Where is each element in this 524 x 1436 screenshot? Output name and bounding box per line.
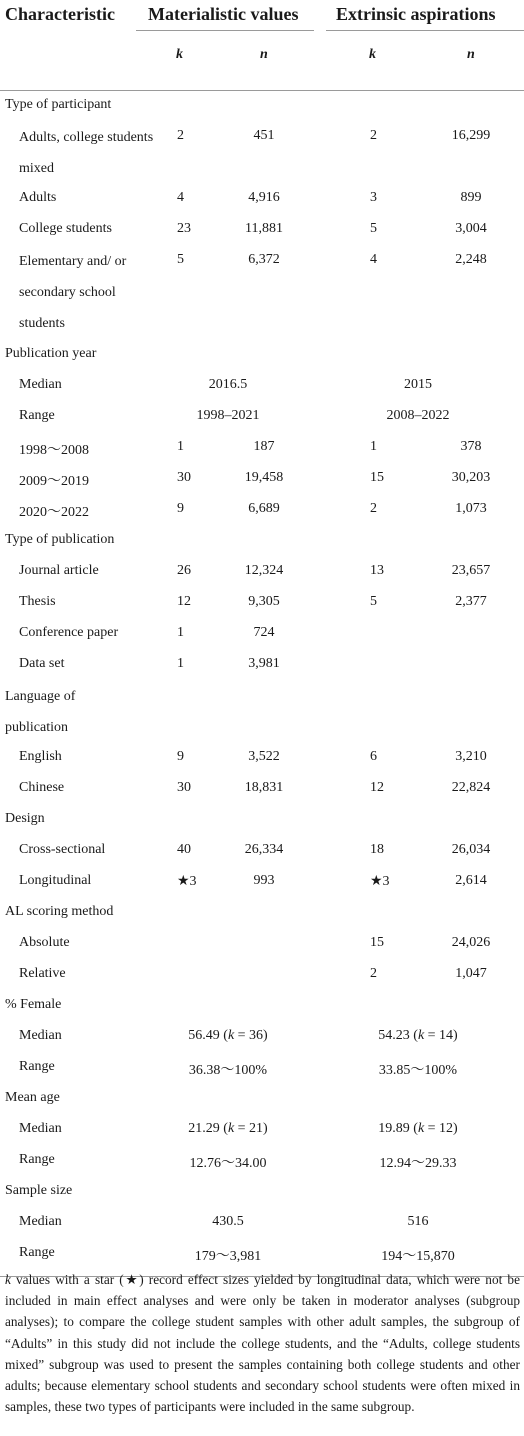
n-materialistic-cell: 26,334	[244, 842, 284, 857]
section-row	[0, 681, 524, 743]
n-materialistic-cell: 9,305	[248, 594, 280, 609]
table-row	[0, 1053, 524, 1084]
k-materialistic-cell: 1	[177, 625, 184, 640]
materialistic-summary-cell: 21.29 (k = 21)	[188, 1121, 268, 1136]
k-materialistic-cell: 23	[177, 221, 191, 236]
k-extrinsic-cell: 6	[370, 749, 377, 764]
row-label: Conference paper	[19, 625, 119, 640]
n-extrinsic-cell: 16,299	[451, 128, 491, 143]
table-row	[0, 1146, 524, 1177]
k-extrinsic-cell: 18	[370, 842, 384, 857]
n-materialistic-cell: 3,981	[248, 656, 280, 671]
row-label: Absolute	[19, 935, 70, 950]
table-row	[0, 184, 524, 215]
subheader-row	[0, 32, 524, 91]
k-materialistic-cell: 9	[177, 749, 184, 764]
n-extrinsic-cell: 26,034	[451, 842, 491, 857]
extrinsic-summary-cell: 2008–2022	[386, 408, 450, 423]
row-label: 1998～2008	[19, 443, 89, 458]
table-row	[0, 1022, 524, 1053]
row-label: Median	[19, 1121, 62, 1136]
materialistic-summary-cell: 56.49 (k = 36)	[188, 1028, 268, 1043]
n-extrinsic-cell: 2,614	[455, 873, 487, 888]
subheader-n-materialistic: n	[260, 47, 268, 62]
section-row	[0, 898, 524, 929]
k-extrinsic-cell: ★3	[370, 874, 390, 889]
n-extrinsic-cell: 3,210	[455, 749, 487, 764]
table-row	[0, 960, 524, 991]
n-extrinsic-cell: 30,203	[451, 470, 491, 485]
table-row	[0, 588, 524, 619]
k-materialistic-cell: 1	[177, 439, 184, 454]
k-extrinsic-cell: 5	[370, 594, 377, 609]
materialistic-summary-cell: 2016.5	[208, 377, 248, 392]
row-label: Data set	[19, 656, 65, 671]
row-label: College students	[19, 221, 112, 236]
k-extrinsic-cell: 5	[370, 221, 377, 236]
section-label: AL scoring method	[5, 904, 114, 919]
section-row	[0, 991, 524, 1022]
table-row	[0, 1208, 524, 1239]
k-extrinsic-cell: 2	[370, 966, 377, 981]
row-label: 2020～2022	[19, 505, 89, 520]
extrinsic-summary-cell: 2015	[404, 377, 432, 392]
k-materialistic-cell: 12	[177, 594, 191, 609]
table-row	[0, 402, 524, 433]
table-row	[0, 215, 524, 246]
row-label: Chinese	[19, 780, 65, 795]
row-label: Cross-sectional	[19, 842, 106, 857]
row-label: English	[19, 749, 62, 764]
row-label: Range	[19, 408, 55, 423]
k-materialistic-cell: 4	[177, 190, 184, 205]
k-extrinsic-cell: 15	[370, 935, 384, 950]
section-row	[0, 526, 524, 557]
k-materialistic-cell: 30	[177, 780, 191, 795]
row-label: Range	[19, 1245, 55, 1260]
section-label: Type of publication	[5, 532, 115, 547]
header-materialistic-values: Materialistic values	[148, 4, 299, 24]
row-label: 2009～2019	[19, 474, 89, 489]
row-label: Relative	[19, 966, 66, 981]
extrinsic-summary-cell: 19.89 (k = 12)	[378, 1121, 458, 1136]
row-label: Journal article	[19, 563, 99, 578]
header-characteristic: Characteristic	[5, 4, 115, 24]
table-row	[0, 433, 524, 464]
n-materialistic-cell: 11,881	[245, 221, 283, 236]
k-extrinsic-cell: 2	[370, 501, 377, 516]
k-extrinsic-cell: 15	[370, 470, 384, 485]
section-label: Design	[5, 811, 45, 826]
k-materialistic-cell: 9	[177, 501, 184, 516]
k-extrinsic-cell: 4	[370, 252, 377, 267]
n-extrinsic-cell: 24,026	[451, 935, 491, 950]
n-extrinsic-cell: 2,248	[455, 252, 487, 267]
n-materialistic-cell: 18,831	[244, 780, 284, 795]
extrinsic-summary-cell: 516	[407, 1214, 429, 1229]
subheader-k-materialistic: k	[176, 47, 183, 62]
k-materialistic-cell: 40	[177, 842, 191, 857]
table-row	[0, 1115, 524, 1146]
row-label: Elementary and/ or secondary school students	[19, 254, 127, 331]
n-extrinsic-cell: 1,047	[455, 966, 487, 981]
section-label: % Female	[5, 997, 62, 1012]
k-materialistic-cell: ★3	[177, 874, 197, 889]
extrinsic-summary-cell: 12.94～29.33	[379, 1156, 457, 1171]
k-extrinsic-cell: 2	[370, 128, 377, 143]
row-label: Median	[19, 377, 62, 392]
subheader-n-extrinsic: n	[467, 47, 475, 62]
table-row	[0, 246, 524, 340]
table-row	[0, 929, 524, 960]
n-materialistic-cell: 3,522	[248, 749, 280, 764]
materialistic-summary-cell: 36.38～100%	[188, 1063, 268, 1078]
n-materialistic-cell: 451	[253, 128, 275, 143]
extrinsic-summary-cell: 194～15,870	[381, 1249, 455, 1264]
n-extrinsic-cell: 378	[460, 439, 482, 454]
table-row	[0, 836, 524, 867]
header-rule-extrinsic	[326, 30, 524, 31]
footnote-k: k	[5, 1272, 11, 1287]
table-body	[0, 91, 524, 1270]
k-materialistic-cell: 1	[177, 656, 184, 671]
table-footnote	[5, 1269, 520, 1417]
n-extrinsic-cell: 23,657	[451, 563, 491, 578]
section-label: Language of publication	[5, 689, 76, 735]
subheader-k-extrinsic: k	[369, 47, 376, 62]
row-label: Thesis	[19, 594, 56, 609]
section-row	[0, 1084, 524, 1115]
n-extrinsic-cell: 899	[460, 190, 482, 205]
materialistic-summary-cell: 12.76～34.00	[189, 1156, 267, 1171]
n-extrinsic-cell: 3,004	[455, 221, 487, 236]
row-label: Adults, college students mixed	[19, 130, 154, 176]
materialistic-summary-cell: 430.5	[212, 1214, 244, 1229]
k-extrinsic-cell: 1	[370, 439, 377, 454]
n-materialistic-cell: 6,372	[248, 252, 280, 267]
section-label: Publication year	[5, 346, 97, 361]
materialistic-summary-cell: 179～3,981	[194, 1249, 262, 1264]
extrinsic-summary-cell: 33.85～100%	[378, 1063, 458, 1078]
table-row	[0, 557, 524, 588]
n-extrinsic-cell: 1,073	[455, 501, 487, 516]
table-row	[0, 122, 524, 184]
footnote-text: values with a star (★) record effect sizes yielded by longitudinal data, which were not be included in main effect analyses and were only be taken in moderator analyses (subgroup analyses); to compare the college student samples with other adult samples, the subgroup of “Adults” in this study did not include the college students, and the “Adults, college students mixed” subgroup was used to present the samples containing both college students and other adults; because elementary school students and secondary school students were often mixed in samples, these two types of participants were included in the same subgroup.	[5, 1272, 520, 1415]
table-row	[0, 774, 524, 805]
section-label: Sample size	[5, 1183, 73, 1198]
n-materialistic-cell: 993	[253, 873, 275, 888]
row-label: Median	[19, 1214, 62, 1229]
extrinsic-summary-cell: 54.23 (k = 14)	[378, 1028, 458, 1043]
header-row	[0, 0, 524, 32]
section-row	[0, 805, 524, 836]
table-row	[0, 743, 524, 774]
table-row	[0, 1239, 524, 1270]
header-rule-materialistic	[136, 30, 314, 31]
n-materialistic-cell: 724	[253, 625, 275, 640]
row-label: Range	[19, 1059, 55, 1074]
row-label: Median	[19, 1028, 62, 1043]
k-extrinsic-cell: 3	[370, 190, 377, 205]
materialistic-summary-cell: 1998–2021	[196, 408, 260, 423]
k-extrinsic-cell: 13	[370, 563, 384, 578]
k-materialistic-cell: 5	[177, 252, 184, 267]
k-materialistic-cell: 26	[177, 563, 191, 578]
table-row	[0, 650, 524, 681]
n-materialistic-cell: 4,916	[248, 190, 280, 205]
section-row	[0, 91, 524, 122]
table-row	[0, 371, 524, 402]
row-label: Adults	[19, 190, 57, 205]
row-label: Longitudinal	[19, 873, 92, 888]
table-row	[0, 867, 524, 898]
row-label: Range	[19, 1152, 55, 1167]
k-materialistic-cell: 2	[177, 128, 184, 143]
k-materialistic-cell: 30	[177, 470, 191, 485]
k-extrinsic-cell: 12	[370, 780, 384, 795]
n-extrinsic-cell: 2,377	[455, 594, 487, 609]
n-materialistic-cell: 6,689	[248, 501, 280, 516]
table-row	[0, 619, 524, 650]
table-row	[0, 464, 524, 495]
section-row	[0, 340, 524, 371]
n-materialistic-cell: 187	[253, 439, 275, 454]
n-extrinsic-cell: 22,824	[451, 780, 491, 795]
section-row	[0, 1177, 524, 1208]
n-materialistic-cell: 19,458	[244, 470, 284, 485]
header-extrinsic-aspirations: Extrinsic aspirations	[336, 4, 496, 24]
section-label: Mean age	[5, 1090, 60, 1105]
section-label: Type of participant	[5, 97, 112, 112]
table-row	[0, 495, 524, 526]
n-materialistic-cell: 12,324	[244, 563, 284, 578]
